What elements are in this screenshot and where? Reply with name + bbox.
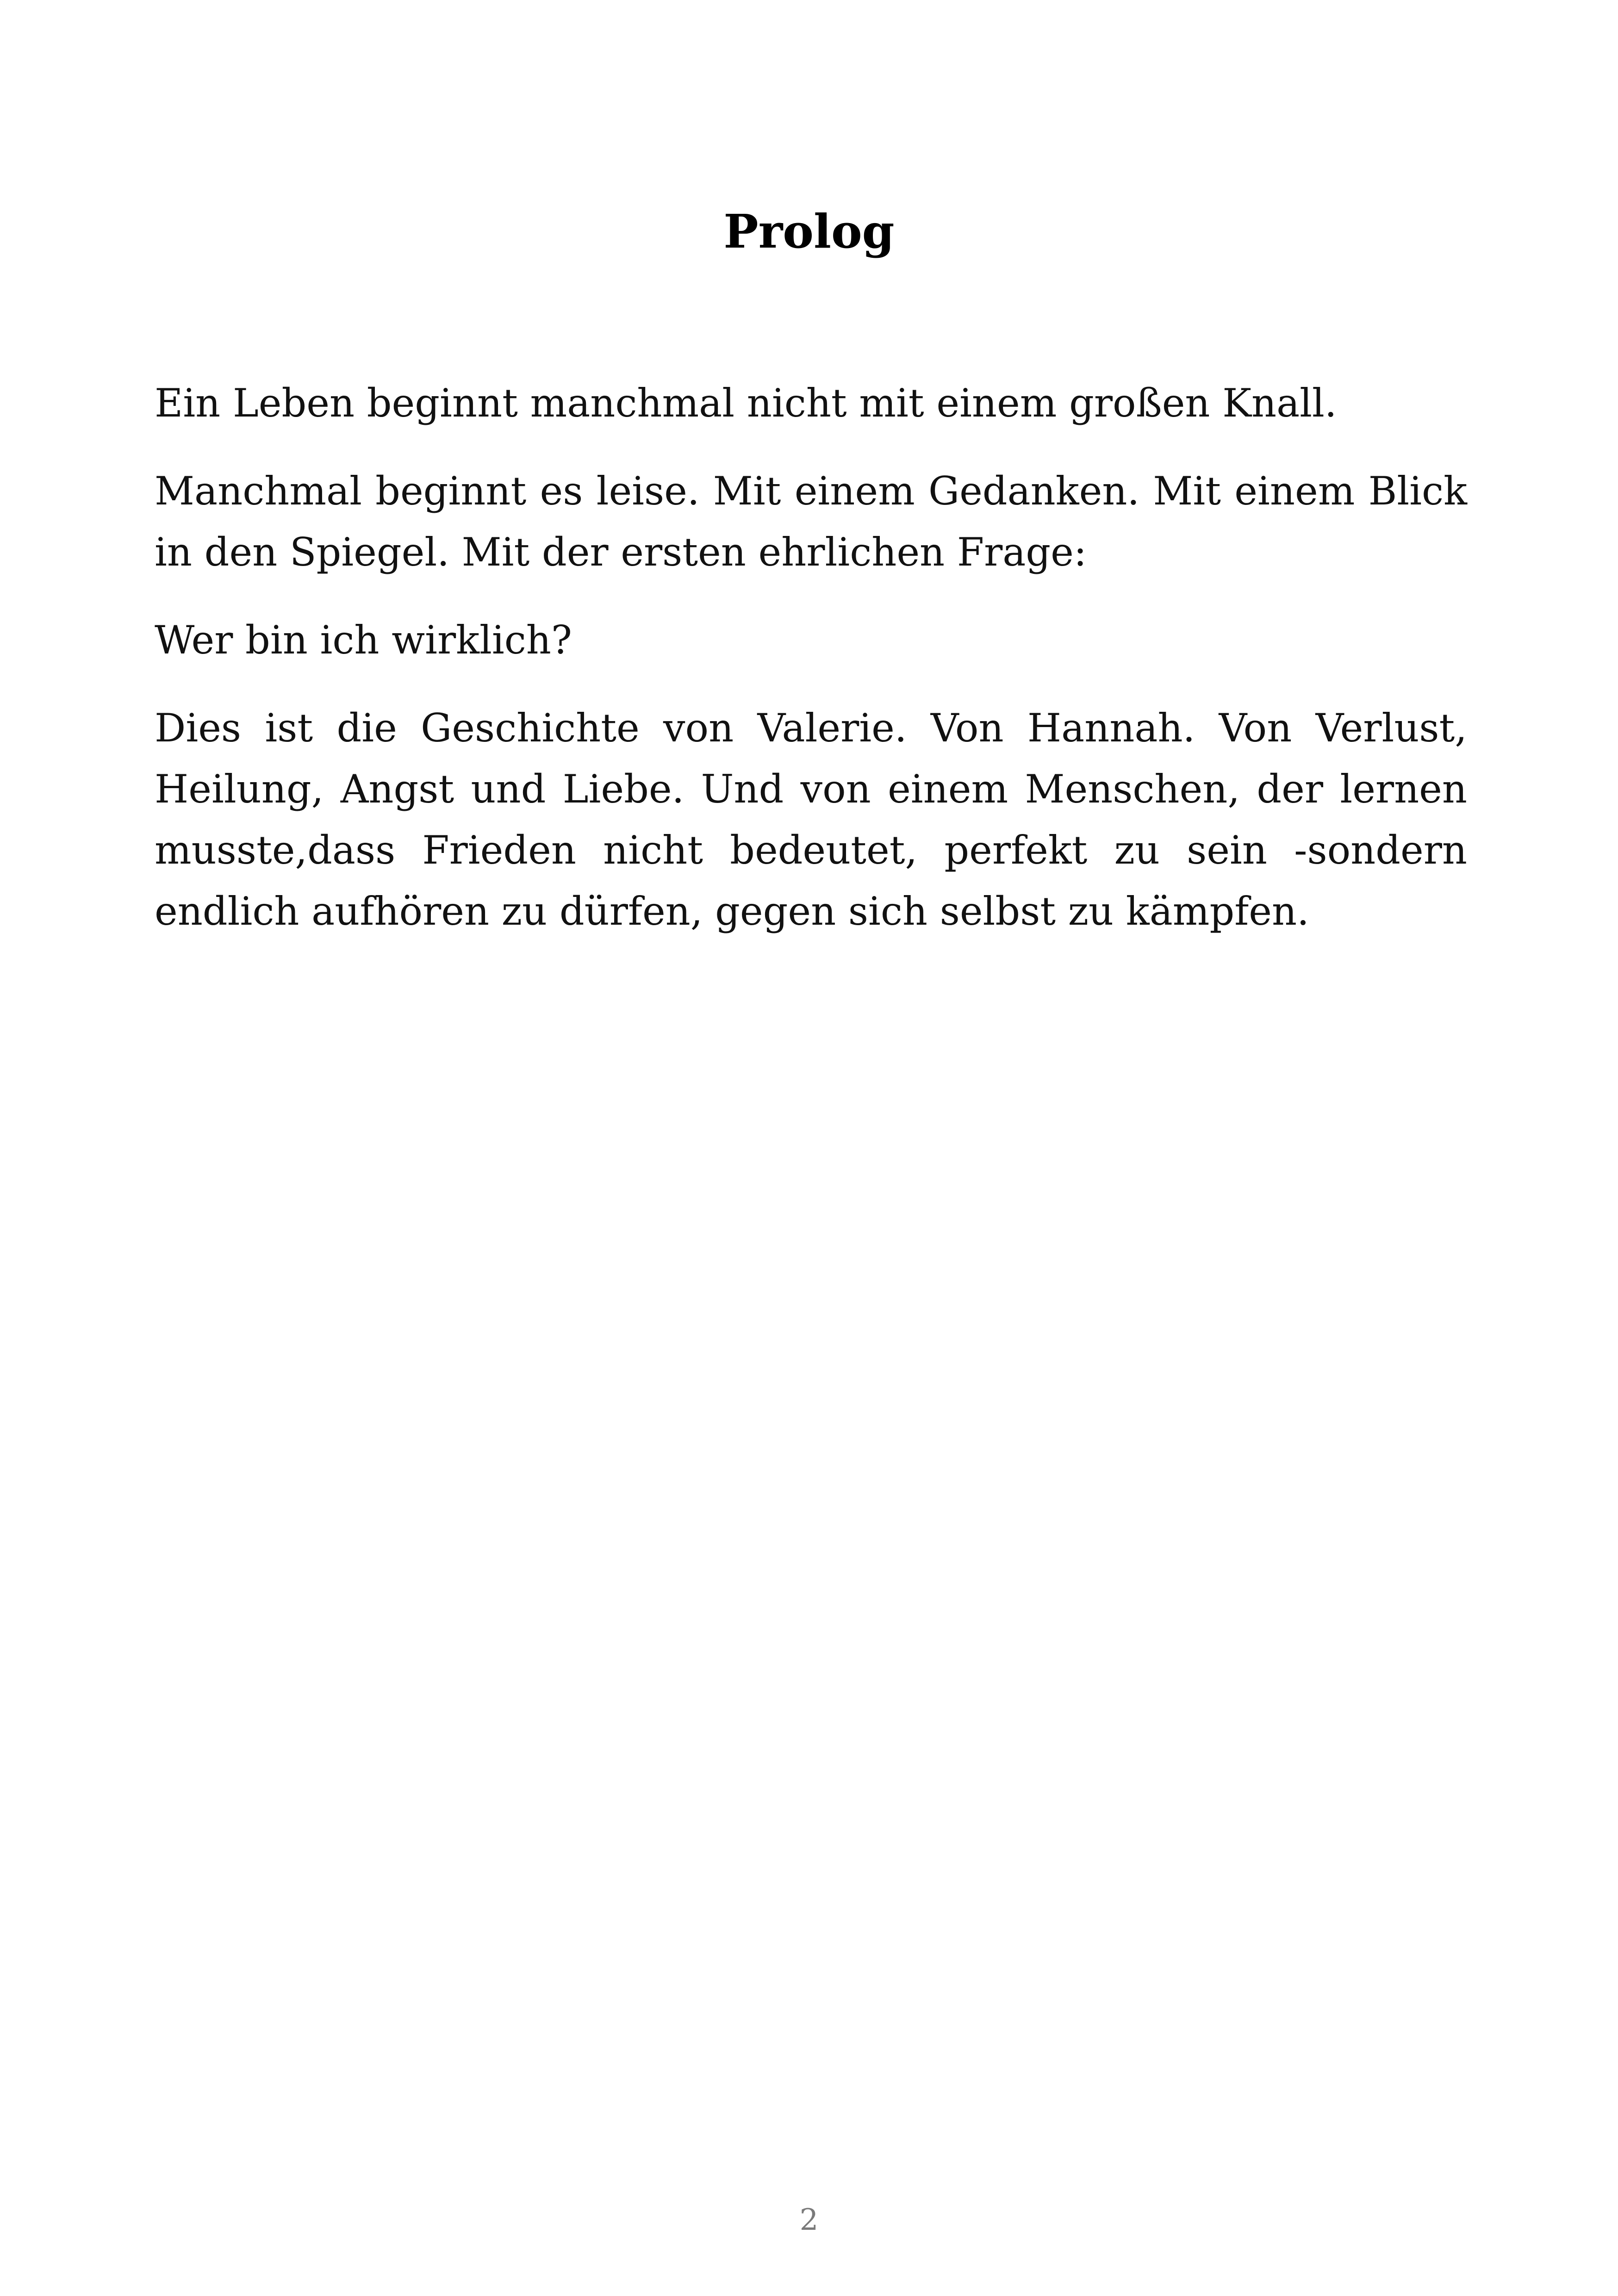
page-number: 2 (799, 2203, 819, 2237)
paragraph-opening: Ein Leben beginnt manchmal nicht mit einem großen Knall. (155, 380, 1337, 426)
body-text (155, 373, 1467, 969)
chapter-title: Prolog (723, 204, 895, 259)
paragraph-question: Wer bin ich wirklich? (155, 617, 572, 663)
paragraph-quiet-beginning: Manchmal beginnt es leise. Mit einem Gedanken. Mit einem Blick in den Spiegel. Mit der ersten ehrlichen Frage: (155, 468, 1467, 575)
paragraph-story-summary: Dies ist die Geschichte von Valerie. Von Hannah. Von Verlust, Heilung, Angst und Liebe. Und von einem Menschen, der lernen musste,dass Frieden nicht bedeutet, perfekt zu sein -sondern endlich aufhören zu dürfen, gegen sich selbst zu kämpfen. (155, 705, 1467, 934)
